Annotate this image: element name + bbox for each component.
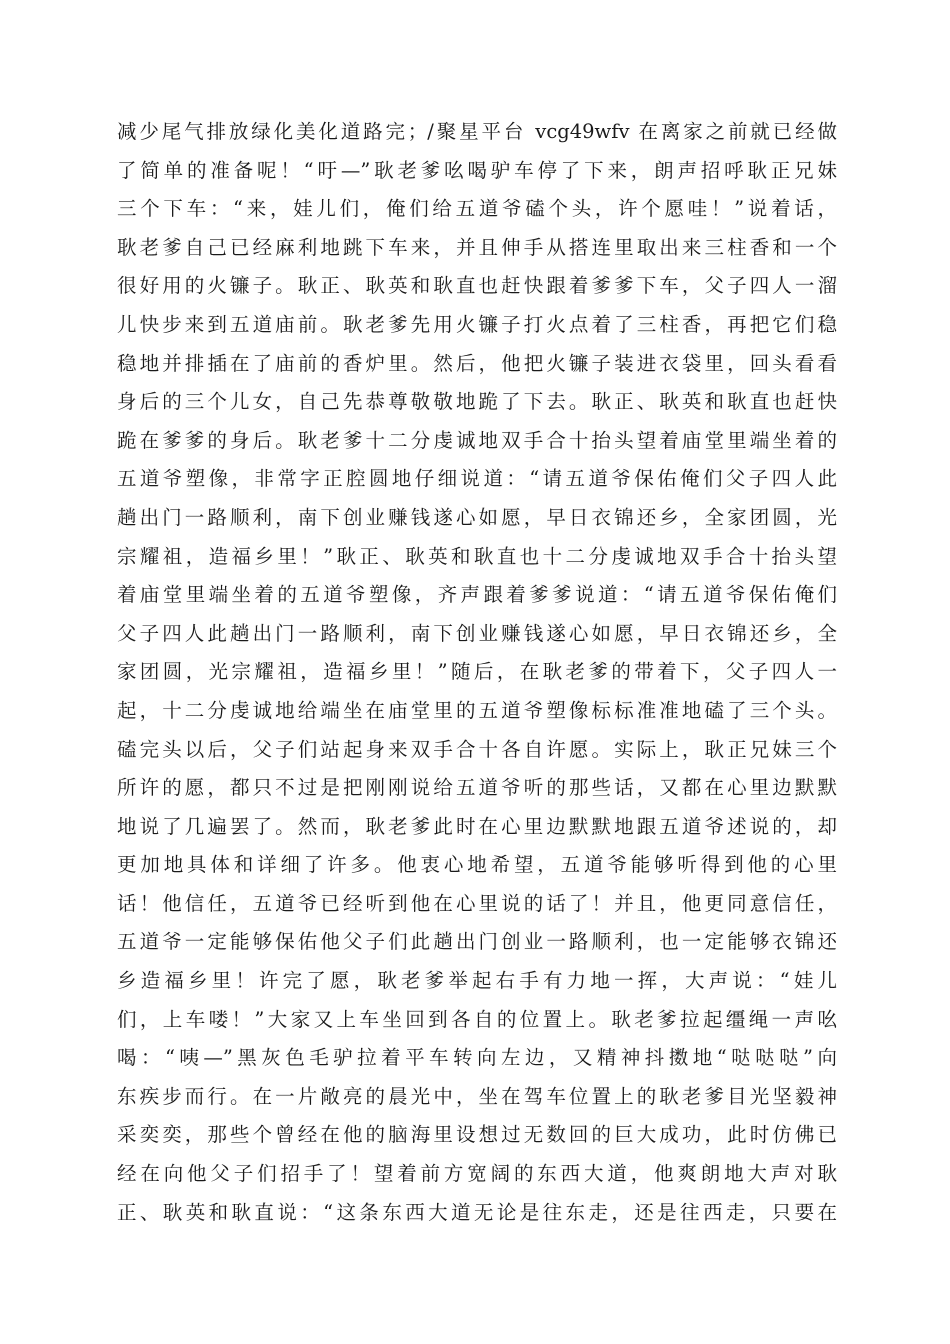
text-line: 着庙堂里端坐着的五道爷塑像，齐声跟着爹爹说道：“请五道爷保佑俺们	[117, 583, 837, 607]
text-line: 父子四人此趟出门一路顺利，南下创业赚钱遂心如愿，早日衣锦还乡，全	[117, 621, 837, 645]
body-text	[117, 113, 837, 1232]
text-line: 跪在爹爹的身后。耿老爹十二分虔诚地双手合十抬头望着庙堂里端坐着的	[117, 428, 837, 452]
text-line: 乡造福乡里！许完了愿，耿老爹举起右手有力地一挥，大声说：“娃儿	[117, 969, 837, 993]
text-line: 儿快步来到五道庙前。耿老爹先用火镰子打火点着了三柱香，再把它们稳	[117, 312, 837, 336]
text-line: 家团圆，光宗耀祖，造福乡里！”随后，在耿老爹的带着下，父子四人一	[117, 660, 837, 684]
text-line: 五道爷塑像，非常字正腔圆地仔细说道：“请五道爷保佑俺们父子四人此	[117, 467, 837, 491]
text-line: 采奕奕，那些个曾经在他的脑海里设想过无数回的巨大成功，此时仿佛已	[117, 1123, 837, 1147]
text-line: 话！他信任，五道爷已经听到他在心里说的话了！并且，他更同意信任，	[117, 891, 837, 915]
text-line: 所许的愿，都只不过是把刚刚说给五道爷听的那些话，又都在心里边默默	[117, 776, 837, 800]
text-line: 更加地具体和详细了许多。他衷心地希望，五道爷能够听得到他的心里	[117, 853, 837, 877]
text-line: 减少尾气排放绿化美化道路完；/聚星平台 vcg49wfv 在离家之前就已经做	[117, 120, 837, 143]
text-line: 身后的三个儿女，自己先恭尊敬敬地跪了下去。耿正、耿英和耿直也赶快	[117, 390, 837, 414]
text-line: 喝：“咦—”黑灰色毛驴拉着平车转向左边，又精神抖擞地“哒哒哒”向	[117, 1046, 837, 1070]
text-line: 稳地并排插在了庙前的香炉里。然后，他把火镰子装进衣袋里，回头看看	[117, 351, 837, 375]
text-line: 宗耀祖，造福乡里！”耿正、耿英和耿直也十二分虔诚地双手合十抬头望	[117, 544, 837, 568]
text-line: 了简单的准备呢！“吁—”耿老爹吆喝驴车停了下来，朗声招呼耿正兄妹	[117, 158, 837, 182]
text-line: 地说了几遍罢了。然而，耿老爹此时在心里边默默地跟五道爷述说的，却	[117, 814, 837, 838]
text-line: 经在向他父子们招手了！望着前方宽阔的东西大道，他爽朗地大声对耿	[117, 1162, 837, 1186]
text-line: 起，十二分虔诚地给端坐在庙堂里的五道爷塑像标标准准地磕了三个头。	[117, 698, 837, 722]
text-line: 耿老爹自己已经麻利地跳下车来，并且伸手从搭连里取出来三柱香和一个	[117, 235, 837, 259]
text-line: 三个下车：“来，娃儿们，俺们给五道爷磕个头，许个愿哇！”说着话，	[117, 197, 837, 221]
text-line: 趟出门一路顺利，南下创业赚钱遂心如愿，早日衣锦还乡，全家团圆，光	[117, 505, 837, 529]
text-line: 很好用的火镰子。耿正、耿英和耿直也赶快跟着爹爹下车，父子四人一溜	[117, 274, 837, 298]
text-line: 正、耿英和耿直说：“这条东西大道无论是往东走，还是往西走，只要在	[117, 1200, 837, 1224]
text-line: 们，上车喽！”大家又上车坐回到各自的位置上。耿老爹拉起缰绳一声吆	[117, 1007, 837, 1031]
text-line: 磕完头以后，父子们站起身来双手合十各自许愿。实际上，耿正兄妹三个	[117, 737, 837, 761]
text-line: 东疾步而行。在一片敞亮的晨光中，坐在驾车位置上的耿老爹目光坚毅神	[117, 1084, 837, 1108]
text-line: 五道爷一定能够保佑他父子们此趟出门创业一路顺利，也一定能够衣锦还	[117, 930, 837, 954]
